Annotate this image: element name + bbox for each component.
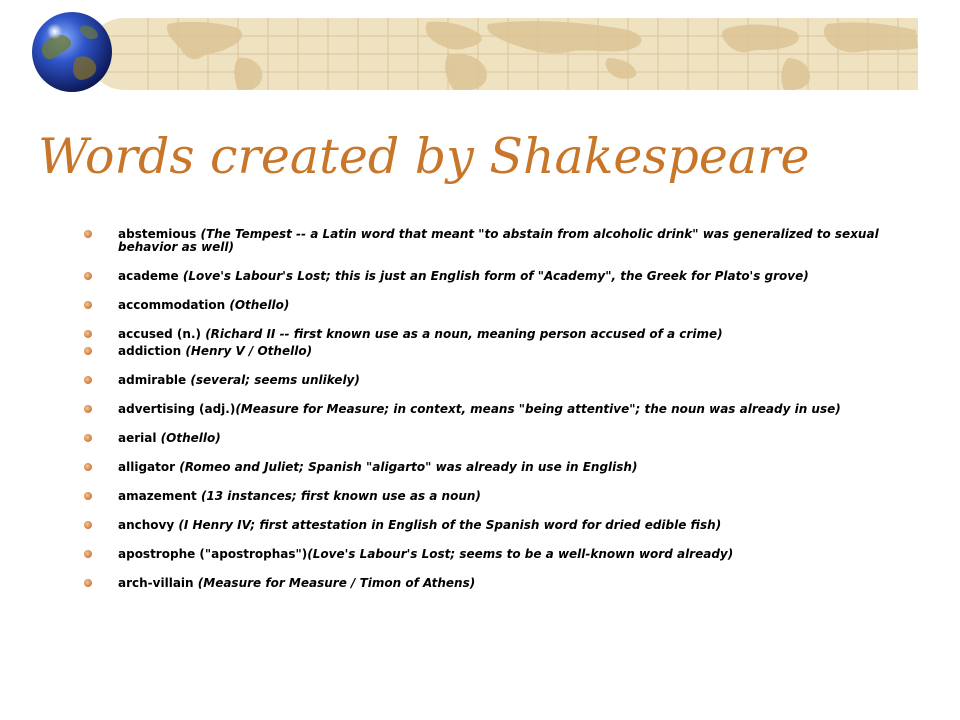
word-term: admirable <box>118 373 187 387</box>
list-item <box>80 519 910 532</box>
list-item <box>80 577 910 590</box>
word-term: accommodation <box>118 298 226 312</box>
word-note: (Richard II -- first known use as a noun, meaning person accused of a crime) <box>205 327 723 341</box>
list-item <box>80 548 910 561</box>
word-note: (Henry V / Othello) <box>185 344 313 358</box>
word-note: (Measure for Measure; in context, means "being attentive"; the noun was already in use) <box>235 402 841 416</box>
word-term: arch-villain <box>118 576 194 590</box>
world-map-graphic <box>88 18 918 90</box>
list-item <box>80 374 910 387</box>
bullet-icon <box>84 347 92 355</box>
word-term: advertising (adj.) <box>118 402 236 416</box>
bullet-icon <box>84 492 92 500</box>
word-note: (Romeo and Juliet; Spanish "aligarto" was already in use in English) <box>179 460 638 474</box>
globe-icon <box>30 10 114 94</box>
word-note: (I Henry IV; first attestation in English of the Spanish word for dried edible fish) <box>178 518 722 532</box>
word-note: (The Tempest -- a Latin word that meant "to abstain from alcoholic drink" was generalized to sexual behavior as well) <box>118 227 879 254</box>
list-item <box>80 345 910 358</box>
world-map-banner <box>88 18 918 90</box>
bullet-icon <box>84 301 92 309</box>
list-item <box>80 490 910 503</box>
word-note: (Othello) <box>160 431 221 445</box>
word-term: alligator <box>118 460 176 474</box>
word-note: (several; seems unlikely) <box>190 373 360 387</box>
word-term: aerial <box>118 431 157 445</box>
bullet-icon <box>84 330 92 338</box>
bullet-icon <box>84 521 92 529</box>
word-term: addiction <box>118 344 182 358</box>
word-list <box>80 228 910 590</box>
word-note: (Othello) <box>229 298 290 312</box>
word-note: (Measure for Measure / Timon of Athens) <box>197 576 476 590</box>
list-item <box>80 328 910 341</box>
word-note: (Love's Labour's Lost; seems to be a well-known word already) <box>307 547 734 561</box>
list-item <box>80 270 910 283</box>
bullet-icon <box>84 434 92 442</box>
list-item <box>80 461 910 474</box>
list-item <box>80 403 910 416</box>
bullet-icon <box>84 579 92 587</box>
list-item <box>80 299 910 312</box>
globe-graphic <box>30 10 114 94</box>
word-term: accused (n.) <box>118 327 201 341</box>
word-term: apostrophe ("apostrophas") <box>118 547 308 561</box>
bullet-icon <box>84 272 92 280</box>
bullet-icon <box>84 550 92 558</box>
bullet-icon <box>84 463 92 471</box>
list-item <box>80 228 910 254</box>
word-note: (Love's Labour's Lost; this is just an English form of "Academy", the Greek for Plato's grove) <box>182 269 809 283</box>
list-item <box>80 432 910 445</box>
word-term: amazement <box>118 489 197 503</box>
word-term: anchovy <box>118 518 175 532</box>
bullet-icon <box>84 405 92 413</box>
word-term: academe <box>118 269 179 283</box>
bullet-icon <box>84 376 92 384</box>
word-note: (13 instances; first known use as a noun) <box>200 489 481 503</box>
word-term: abstemious <box>118 227 197 241</box>
page-title: Words created by Shakespeare <box>38 128 810 185</box>
bullet-icon <box>84 230 92 238</box>
